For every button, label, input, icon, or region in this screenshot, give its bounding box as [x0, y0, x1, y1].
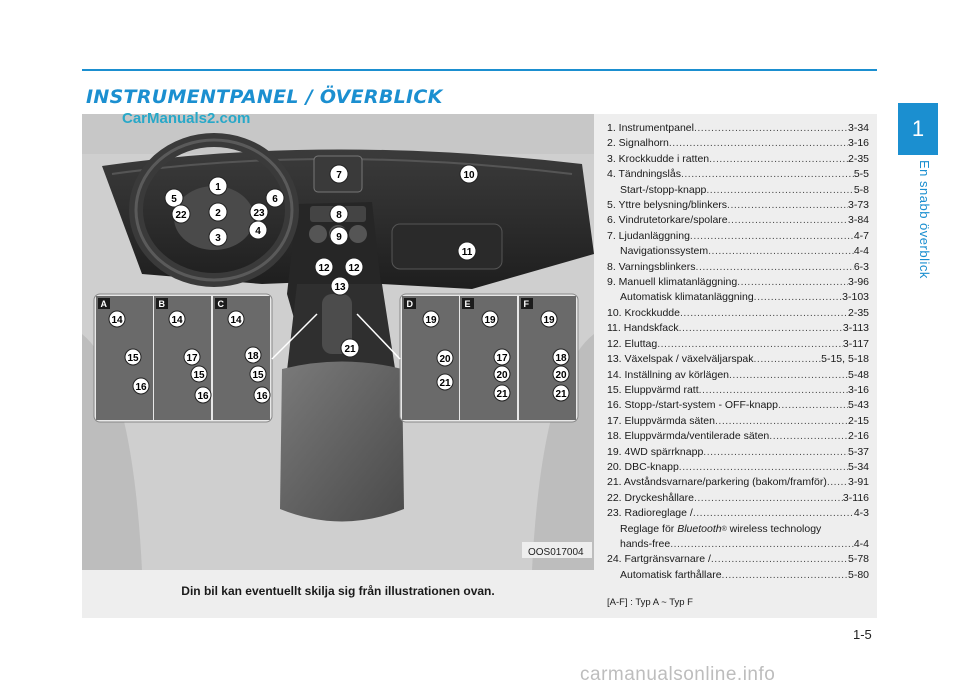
svg-text:19: 19 — [484, 315, 496, 326]
toc-row — [607, 198, 869, 213]
toc-label: 1. Instrumentpanel — [607, 122, 694, 134]
toc-label: 13. Växelspak / växelväljarspak — [607, 353, 754, 366]
toc-label: Automatisk farthållare — [620, 568, 722, 581]
toc-label: 24. Fartgränsvarnare / — [607, 553, 711, 566]
toc-label: Start-/stopp-knapp — [620, 183, 707, 196]
toc-leader — [728, 213, 848, 228]
callout-12a — [315, 258, 333, 276]
toc-leader — [769, 429, 848, 444]
inset-letter-d: D — [406, 299, 413, 309]
toc-leader — [711, 552, 848, 567]
figure-caption: Din bil kan eventuellt skilja sig från illustrationen ovan. — [181, 584, 495, 598]
toc-row — [607, 260, 869, 275]
toc-label: 21. Avståndsvarnare/parkering (bakom/framför) — [607, 476, 827, 489]
svg-text:1: 1 — [215, 182, 221, 193]
toc-label: 6. Vindrutetorkare/spolare — [607, 214, 728, 227]
svg-text:19: 19 — [425, 315, 437, 326]
toc-row — [607, 414, 869, 429]
inset-c-15 — [250, 366, 266, 382]
component-list — [607, 121, 869, 583]
toc-page: 5-48 — [847, 368, 869, 381]
toc-page: 5-37 — [847, 445, 869, 458]
toc-page: 5-15, 5-18 — [821, 353, 869, 366]
toc-leader — [754, 352, 822, 367]
callout-24 — [250, 203, 268, 221]
inset-f-18 — [553, 349, 569, 365]
toc-page: 3-91 — [847, 476, 869, 489]
toc-label: 14. Inställning av körlägen — [607, 368, 729, 381]
toc-row — [607, 306, 869, 321]
toc-row — [607, 352, 869, 367]
toc-leader — [690, 229, 854, 244]
toc-label: 18. Eluppvärmda/ventilerade säten — [607, 430, 770, 443]
svg-text:14: 14 — [230, 315, 242, 326]
toc-row — [607, 398, 869, 413]
toc-leader — [729, 368, 848, 383]
header-rule — [82, 69, 877, 71]
svg-text:14: 14 — [171, 315, 183, 326]
toc-24-row — [607, 568, 869, 583]
toc-row — [607, 368, 869, 383]
callout-10 — [460, 165, 478, 183]
toc-row — [607, 429, 869, 444]
toc-leader — [754, 290, 842, 305]
chapter-tab[interactable]: 1 — [898, 103, 938, 155]
svg-text:16: 16 — [256, 391, 268, 402]
toc-leader — [778, 398, 848, 413]
toc-label: 19. 4WD spärrknapp — [607, 445, 704, 458]
watermark-top: CarManuals2.com — [122, 110, 251, 127]
inset-a-14 — [109, 311, 125, 327]
callout-12b — [345, 258, 363, 276]
callout-22 — [341, 339, 359, 357]
toc-row — [607, 475, 869, 490]
callout-23 — [172, 205, 190, 223]
toc-row — [607, 491, 869, 506]
toc-row — [607, 121, 869, 136]
toc-leader — [680, 306, 848, 321]
toc-row — [607, 383, 869, 398]
toc-row — [607, 167, 869, 182]
toc-label: 9. Manuell klimatanläggning — [607, 276, 738, 289]
toc-label: 10. Krockkudde — [607, 306, 680, 319]
toc-page: 2-16 — [847, 430, 869, 443]
svg-text:20: 20 — [555, 370, 567, 381]
svg-text:21: 21 — [439, 378, 451, 389]
callout-2 — [209, 203, 227, 221]
svg-text:21: 21 — [344, 344, 356, 355]
inset-b-17 — [184, 349, 200, 365]
toc-leader — [679, 321, 843, 336]
toc-page: 4-7 — [853, 229, 869, 242]
toc-row-23-bluetooth: Reglage för Bluetooth ® wireless technology — [620, 522, 822, 535]
toc-label: 5. Yttre belysning/blinkers — [607, 199, 728, 212]
toc-label: 8. Varningsblinkers — [607, 260, 696, 273]
svg-text:4: 4 — [255, 226, 261, 237]
toc-row — [607, 152, 869, 167]
svg-text:19: 19 — [543, 315, 555, 326]
toc-leader — [709, 152, 848, 167]
svg-text:18: 18 — [555, 353, 567, 364]
toc-label: 16. Stopp-/start-system - OFF-knapp — [607, 399, 778, 412]
toc-label: 11. Handskfack — [607, 322, 679, 335]
toc-label: 17. Eluppvärmda säten — [607, 414, 715, 427]
inset-f-19 — [541, 311, 557, 327]
inset-a-15 — [125, 349, 141, 365]
inset-letter-b: B — [158, 299, 165, 309]
svg-text:17: 17 — [186, 353, 198, 364]
toc-page: 5-80 — [847, 568, 869, 581]
toc-label: Automatisk klimatanläggning — [620, 291, 754, 304]
inset-letter-a: A — [100, 299, 107, 309]
toc-label: 3. Krockkudde i ratten — [607, 152, 710, 165]
inset-b-14 — [169, 311, 185, 327]
svg-text:5: 5 — [171, 194, 177, 205]
svg-text:12: 12 — [348, 263, 360, 274]
toc-leader — [727, 198, 848, 213]
inset-letter-f: F — [523, 299, 529, 309]
inset-d-19 — [423, 311, 439, 327]
toc-leader — [722, 568, 848, 583]
toc-leader — [657, 337, 843, 352]
toc-leader — [679, 460, 848, 475]
callout-11 — [458, 242, 476, 260]
toc-page: 4-4 — [853, 245, 869, 258]
svg-text:14: 14 — [111, 315, 123, 326]
callout-5 — [165, 189, 183, 207]
svg-text:11: 11 — [461, 247, 473, 258]
inset-f-21 — [553, 385, 569, 401]
toc-leader — [681, 167, 854, 182]
inset-b-16 — [195, 387, 211, 403]
toc-page: 2-35 — [847, 152, 869, 165]
toc-page: 5-34 — [847, 460, 869, 473]
inset-e-17 — [494, 349, 510, 365]
callout-8 — [330, 205, 348, 223]
svg-text:16: 16 — [135, 382, 147, 393]
toc-leader — [706, 183, 853, 198]
toc-leader — [669, 136, 848, 151]
svg-text:10: 10 — [463, 170, 475, 181]
inset-b-15 — [191, 366, 207, 382]
toc-row — [607, 136, 869, 151]
toc-page: 5-8 — [853, 183, 869, 196]
svg-text:15: 15 — [252, 370, 264, 381]
toc-label: 2. Signalhorn — [607, 137, 669, 150]
inset-letter-c: C — [217, 299, 224, 309]
toc-page: 3-34 — [847, 122, 869, 134]
toc-row-23: 23. Radioreglage / ..... 4-3 — [607, 506, 869, 521]
svg-text:15: 15 — [193, 370, 205, 381]
toc-page: 5-43 — [847, 399, 869, 412]
svg-text:18: 18 — [247, 351, 259, 362]
toc-row — [607, 460, 869, 475]
toc-row — [607, 445, 869, 460]
toc-label: 7. Ljudanläggning — [607, 229, 690, 242]
inset-c-18 — [245, 347, 261, 363]
toc-row — [607, 275, 869, 290]
toc-leader — [827, 475, 848, 490]
toc-row-23-handsfree: hands-free ..... 4-4 — [607, 537, 869, 552]
toc-row — [607, 213, 869, 228]
svg-text:17: 17 — [496, 353, 508, 364]
svg-text:23: 23 — [253, 208, 265, 219]
svg-text:16: 16 — [197, 391, 209, 402]
callout-7 — [330, 165, 348, 183]
svg-text:7: 7 — [336, 170, 342, 181]
svg-text:20: 20 — [439, 354, 451, 365]
toc-row — [607, 337, 869, 352]
inset-d-20 — [437, 350, 453, 366]
toc-leader — [699, 383, 848, 398]
dashboard-drawing — [82, 114, 594, 570]
toc-page: 2-15 — [847, 414, 869, 427]
toc-row — [607, 183, 869, 198]
toc-page: 3-117 — [842, 337, 869, 350]
inset-f-20 — [553, 366, 569, 382]
toc-label: 22. Dryckeshållare — [607, 491, 694, 504]
toc-leader — [708, 244, 854, 259]
toc-leader — [703, 445, 848, 460]
callout-9 — [330, 227, 348, 245]
svg-text:2: 2 — [215, 208, 221, 219]
callout-3 — [209, 228, 227, 246]
callout-1 — [209, 177, 227, 195]
toc-page: 3-73 — [847, 199, 869, 212]
svg-text:6: 6 — [272, 194, 278, 205]
inset-e-20 — [494, 366, 510, 382]
toc-page: 3-16 — [847, 383, 869, 396]
toc-page: 3-113 — [842, 322, 869, 335]
svg-text:22: 22 — [175, 210, 187, 221]
toc-page: 3-96 — [847, 276, 869, 289]
inset-a-16 — [133, 378, 149, 394]
toc-label: 15. Eluppvärmd ratt — [607, 383, 699, 396]
toc-row — [607, 321, 869, 336]
toc-page: 5-5 — [853, 168, 869, 181]
toc-leader — [696, 260, 854, 275]
toc-leader — [715, 414, 848, 429]
svg-text:13: 13 — [334, 282, 346, 293]
inset-e-21 — [494, 385, 510, 401]
toc-row — [607, 229, 869, 244]
toc-page: 3-84 — [847, 214, 869, 227]
page-number: 1-5 — [853, 627, 872, 642]
toc-leader — [737, 275, 848, 290]
svg-text:12: 12 — [318, 263, 330, 274]
toc-row — [607, 244, 869, 259]
footnote: [A-F] : Typ A ~ Typ F — [607, 597, 693, 608]
callout-13 — [331, 277, 349, 295]
toc-page: 3-16 — [847, 137, 869, 150]
svg-text:9: 9 — [336, 232, 342, 243]
toc-row — [607, 290, 869, 305]
svg-text:21: 21 — [555, 389, 567, 400]
callout-6 — [266, 189, 284, 207]
toc-page: 3-103 — [842, 291, 869, 304]
svg-text:3: 3 — [215, 233, 221, 244]
toc-page: 6-3 — [853, 260, 869, 273]
inset-e-19 — [482, 311, 498, 327]
footer-watermark: carmanualsonline.info — [580, 664, 776, 685]
toc-label: 20. DBC-knapp — [607, 460, 679, 473]
toc-page: 5-78 — [847, 553, 869, 566]
svg-text:8: 8 — [336, 210, 342, 221]
inset-c-16 — [254, 387, 270, 403]
toc-label: Navigationssystem — [620, 245, 709, 258]
toc-leader — [694, 491, 843, 506]
svg-text:21: 21 — [496, 389, 508, 400]
toc-leader — [694, 121, 848, 136]
figure-code: OOS017004 — [528, 547, 584, 558]
toc-label: 4. Tändningslås — [607, 168, 681, 181]
toc-page: 2-35 — [847, 306, 869, 319]
page-title: INSTRUMENTPANEL / ÖVERBLICK — [86, 86, 443, 108]
toc-page: 3-116 — [842, 491, 869, 504]
svg-text:15: 15 — [127, 353, 139, 364]
callout-4 — [249, 221, 267, 239]
dashboard-illustration — [82, 114, 594, 570]
inset-letter-e: E — [464, 299, 471, 309]
svg-text:20: 20 — [496, 370, 508, 381]
toc-label: 12. Eluttag — [607, 337, 658, 350]
inset-d-21 — [437, 374, 453, 390]
toc-24-row — [607, 552, 869, 567]
inset-c-14 — [228, 311, 244, 327]
chapter-title: En snabb överblick — [917, 160, 932, 279]
